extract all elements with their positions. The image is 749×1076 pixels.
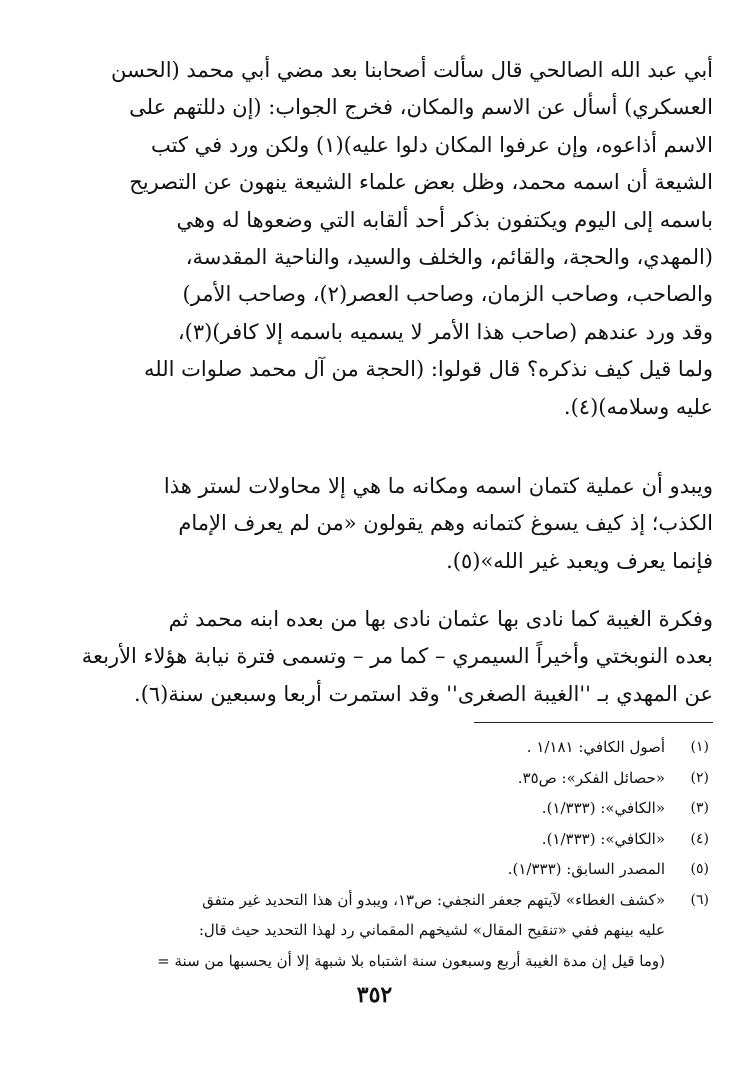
footnote-number: (٦) — [690, 891, 709, 908]
footnote-line: «كشف الغطاء» لآيتهم جعفر النجفي: ص١٣، ويبدو أن هذا التحديد غير متفق — [202, 890, 665, 909]
text-line: عن المهدي بـ ''الغيبة الصغرى'' وقد استمرت أربعا وسبعين سنة(٦). — [134, 681, 713, 706]
footnote-line: «الكافي»: (١/٣٣٣). — [541, 799, 665, 817]
text-line: باسمه إلى اليوم ويكتفون بذكر أحد ألقابه التي وضعوها له وهي — [176, 207, 713, 232]
text-line: العسكري) أسأل عن الاسم والمكان، فخرج الجواب: (إن دللتهم على — [129, 95, 713, 120]
text-line: الكذب؛ إذ كيف يسوغ كتمانه وهم يقولون «من لم يعرف الإمام — [178, 511, 713, 536]
text-line: بعده النوبختي وأخيراً السيمري – كما مر – وتسمى فترة نيابة هؤلاء الأربعة — [81, 644, 713, 669]
footnote-text — [33, 763, 665, 794]
paragraph-2 — [33, 468, 713, 580]
text-line: الاسم أذاعوه، وإن عرفوا المكان دلوا عليه)(١) ولكن ورد في كتب — [151, 132, 713, 157]
text-line: والصاحب، وصاحب الزمان، وصاحب العصر(٢)، وصاحب الأمر) — [182, 282, 713, 307]
text-line: الشيعة أن اسمه محمد، وظل بعض علماء الشيعة ينهون عن التصريح — [129, 170, 713, 195]
footnote-2 — [33, 763, 713, 794]
footnote-text — [33, 854, 665, 885]
text-line: ويبدو أن عملية كتمان اسمه ومكانه ما هي إلا محاولات لستر هذا — [163, 474, 713, 498]
footnote-text — [33, 732, 665, 763]
footnote-number: (١) — [690, 739, 709, 755]
footnote-number: (٤) — [690, 830, 709, 847]
text-line: ولما قيل كيف نذكره؟ قال قولوا: (الحجة من آل محمد صلوات الله — [144, 357, 713, 382]
footnotes-list — [33, 732, 713, 976]
footnote-divider — [474, 722, 713, 723]
footnote-text — [33, 824, 665, 855]
footnote-4 — [33, 824, 713, 855]
footnote-text — [33, 885, 665, 977]
footnote-line: أصول الكافي: ١/١٨١ . — [526, 738, 665, 756]
footnote-5 — [33, 854, 713, 885]
footnote-line: «الكافي»: (١/٣٣٣). — [541, 829, 665, 848]
text-line: عليه وسلامه)(٤). — [563, 394, 713, 419]
text-line: فإنما يعرف ويعبد غير الله»(٥). — [446, 548, 713, 573]
footnote-text — [33, 793, 665, 824]
text-line: (المهدي، والحجة، والقائم، والخلف والسيد، والناحية المقدسة، — [185, 245, 713, 270]
footnote-line: «حصائل الفكر»: ص٣٥. — [517, 768, 665, 787]
footnote-1 — [33, 732, 713, 763]
footnote-line: (وما قيل إن مدة الغيبة أربع وسبعون سنة اشتباه بلا شبهة إلا أن يحسبها من سنة = — [157, 951, 665, 970]
page-number: ٣٥٢ — [356, 982, 393, 1008]
text-line: أبي عبد الله الصالحي قال سألت أصحابنا بعد مضي أبي محمد (الحسن — [111, 58, 713, 82]
paragraph-3 — [33, 601, 713, 713]
footnote-6 — [33, 885, 713, 977]
footnote-line: المصدر السابق: (١/٣٣٣). — [507, 860, 665, 878]
text-line: وفكرة الغيبة كما نادى بها عثمان نادى بها من بعده ابنه محمد ثم — [168, 607, 713, 631]
paragraph-1 — [33, 52, 713, 426]
footnote-number: (٢) — [690, 769, 709, 786]
footnote-3 — [33, 793, 713, 824]
footnote-number: (٥) — [690, 861, 709, 877]
footnote-number: (٣) — [690, 800, 709, 816]
text-line: وقد ورد عندهم (صاحب هذا الأمر لا يسميه باسمه إلا كافر)(٣)، — [177, 319, 713, 344]
footnote-line: عليه بينهم ففي «تنقيح المقال» لشيخهم المقماني رد لهذا التحديد حيث قال: — [198, 921, 665, 939]
